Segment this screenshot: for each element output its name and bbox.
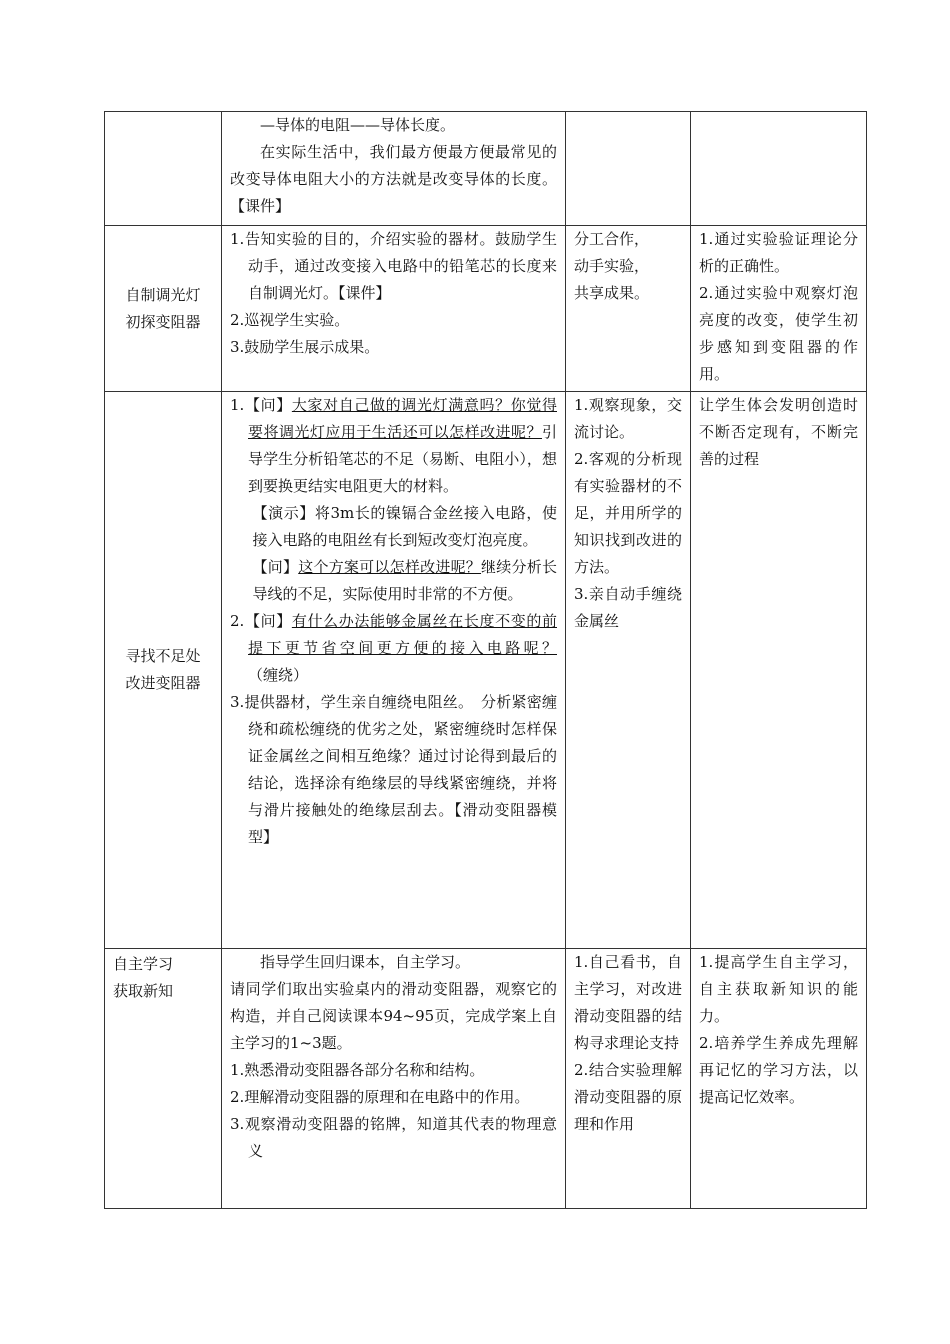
teacher-line: 1.告知实验的目的，介绍实验的器材。鼓励学生动手，通过改变接入电路中的铅笔芯的长度来自制调光灯。【课件】 xyxy=(230,230,557,302)
table-row xyxy=(105,949,867,1209)
stage-label: 改进变阻器 xyxy=(125,674,201,692)
student-activity-cell xyxy=(566,392,691,949)
intent-line: 2.培养学生养成先理解再记忆的学习方法，以提高记忆效率。 xyxy=(699,1034,858,1106)
student-activity-cell xyxy=(566,949,691,1209)
intent-line: 1.提高学生自主学习，自主获取新知识的能力。 xyxy=(699,953,858,1025)
student-line: 2.客观的分析现有实验器材的不足，并用所学的知识找到改进的方法。 xyxy=(574,450,682,576)
stage-label: 获取新知 xyxy=(113,982,174,1000)
table-row xyxy=(105,392,867,949)
stage-cell xyxy=(105,226,222,392)
teacher-activity-cell xyxy=(222,949,566,1209)
teacher-line: 请同学们取出实验桌内的滑动变阻器，观察它的构造，并自己阅读课本94~95页，完成学案上自主学习的1~3题。 xyxy=(230,980,557,1052)
teacher-question-2: 【问】这个方案可以怎样改进呢？继续分析长导线的不足，实际使用时非常的不方便。 xyxy=(252,558,557,603)
student-line: 1.观察现象，交流讨论。 xyxy=(574,396,682,441)
teacher-question-3: 2.【问】有什么办法能够金属丝在长度不变的前提下更节省空间更方便的接入电路呢？（缠绕） xyxy=(230,612,557,684)
stage-label: 自制调光灯 xyxy=(125,285,201,304)
student-line: 分工合作， xyxy=(574,230,650,248)
student-activity-cell xyxy=(566,112,691,226)
student-line: 2.结合实验理解滑动变阻器的原理和作用 xyxy=(574,1061,682,1133)
intent-line: 让学生体会发明创造时不断否定现有，不断完善的过程 xyxy=(699,396,858,468)
teacher-demo: 【演示】将3m长的镍镉合金丝接入电路，使接入电路的电阻丝有长到短改变灯泡亮度。 xyxy=(252,504,557,549)
student-line: 1.自己看书，自主学习，对改进滑动变阻器的结构寻求理论支持 xyxy=(574,953,682,1052)
teacher-activity-cell xyxy=(222,392,566,949)
student-line: 3.亲自动手缠绕金属丝 xyxy=(574,585,682,630)
stage-label: 初探变阻器 xyxy=(125,312,201,331)
table-row xyxy=(105,226,867,392)
stage-label: 自主学习 xyxy=(113,955,174,973)
teacher-line: —导体的电阻——导体长度。 xyxy=(260,116,456,134)
teacher-line: 2.巡视学生实验。 xyxy=(230,311,350,329)
intent-line: 1.通过实验验证理论分析的正确性。 xyxy=(699,230,858,275)
stage-cell xyxy=(105,392,222,949)
teacher-line: 指导学生回归课本，自主学习。 xyxy=(260,953,471,971)
design-intent-cell xyxy=(691,226,867,392)
student-line: 动手实验， xyxy=(574,257,650,275)
teacher-line: 3.观察滑动变阻器的铭牌，知道其代表的物理意义 xyxy=(230,1115,557,1160)
design-intent-cell xyxy=(691,949,867,1209)
stage-cell xyxy=(105,949,222,1209)
table-row xyxy=(105,112,867,226)
student-activity-cell xyxy=(566,226,691,392)
student-line: 共享成果。 xyxy=(574,284,650,302)
intent-line: 2.通过实验中观察灯泡亮度的改变，使学生初步感知到变阻器的作用。 xyxy=(699,284,858,383)
teacher-line: 3.鼓励学生展示成果。 xyxy=(230,338,380,356)
teacher-activity-cell xyxy=(222,112,566,226)
teacher-line: 3.提供器材，学生亲自缠绕电阻丝。 分析紧密缠绕和疏松缠绕的优劣之处，紧密缠绕时怎样保证金属丝之间相互绝缘？通过讨论得到最后的结论，选择涂有绝缘层的导线紧密缠绕，并将与滑片接触处的绝缘层刮去。【滑动变阻器模型】 xyxy=(230,693,557,846)
teacher-activity-cell xyxy=(222,226,566,392)
teacher-line: 2.理解滑动变阻器的原理和在电路中的作用。 xyxy=(230,1088,530,1106)
design-intent-cell xyxy=(691,392,867,949)
stage-cell xyxy=(105,112,222,226)
lesson-plan-table xyxy=(104,111,867,1209)
teacher-question-1: 1.【问】大家对自己做的调光灯满意吗？你觉得要将调光灯应用于生活还可以怎样改进呢？引导学生分析铅笔芯的不足（易断、电阻小），想到要换更结实电阻更大的材料。 xyxy=(230,396,557,495)
teacher-line: 在实际生活中，我们最方便最方便最常见的改变导体电阻大小的方法就是改变导体的长度。【课件】 xyxy=(230,143,557,215)
stage-label: 寻找不足处 xyxy=(125,647,201,665)
teacher-line: 1.熟悉滑动变阻器各部分名称和结构。 xyxy=(230,1061,485,1079)
design-intent-cell xyxy=(691,112,867,226)
